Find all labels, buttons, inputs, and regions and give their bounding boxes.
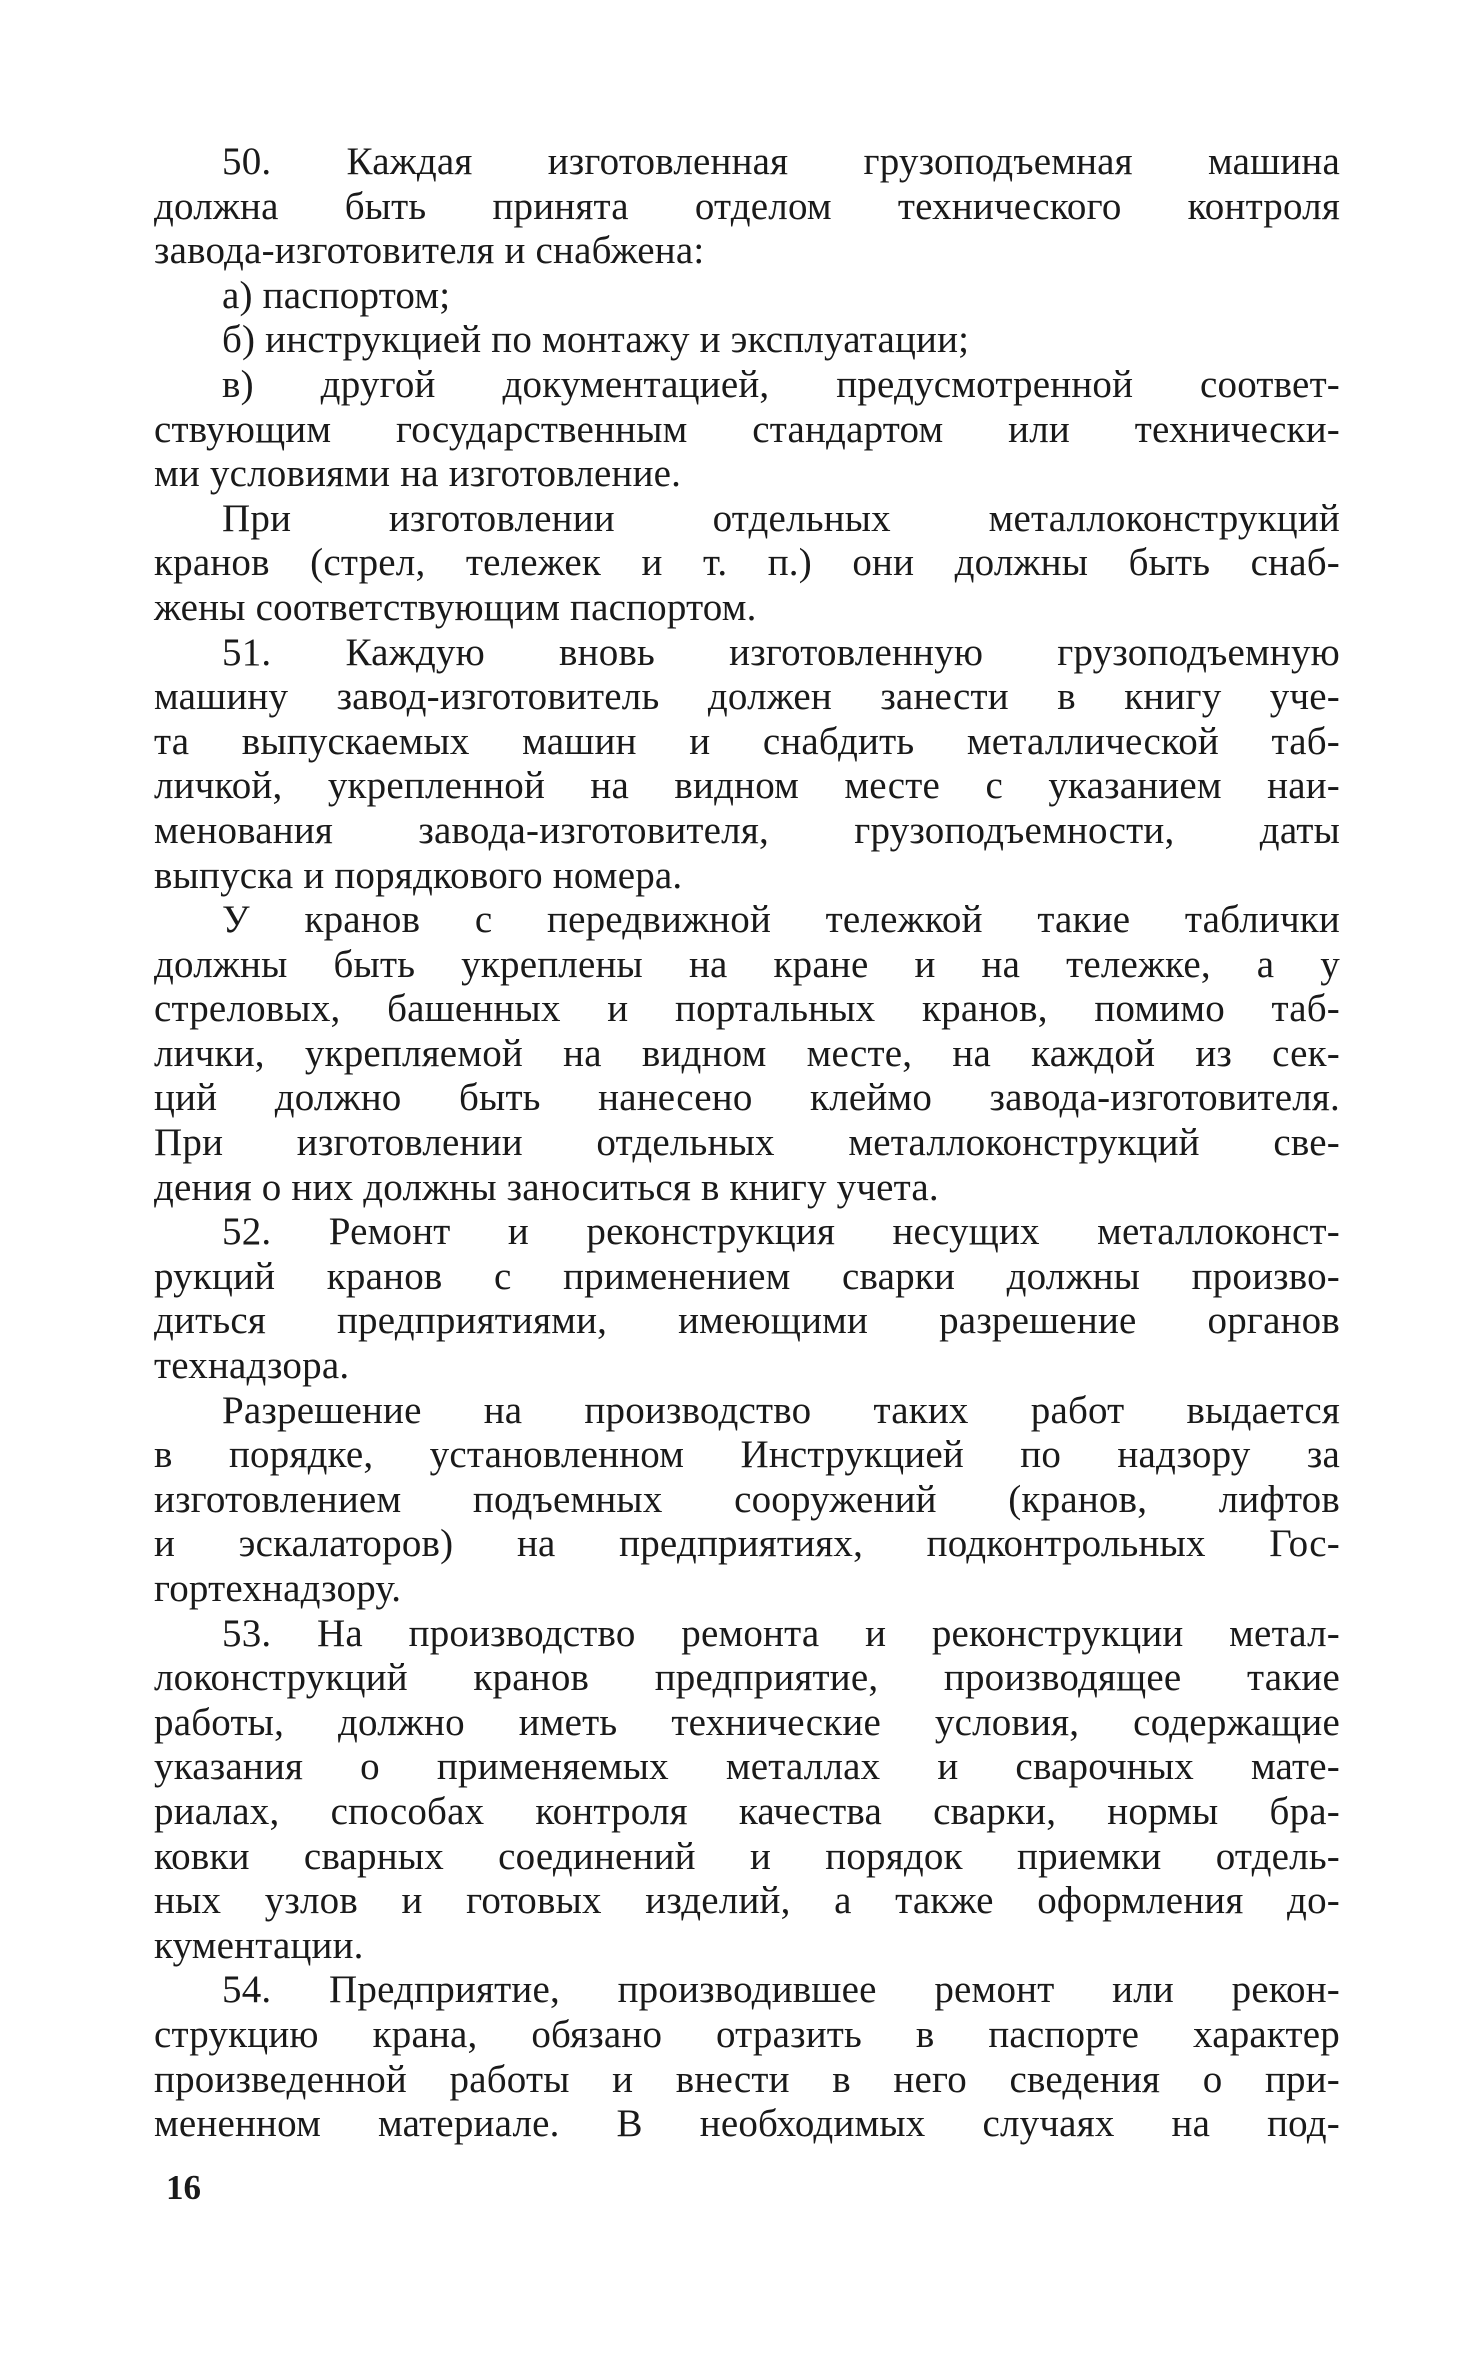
text-line: в порядке, установленном Инструкцией по надзору за bbox=[154, 1433, 1340, 1477]
text-line: в) другой документацией, предусмотренной соответ- bbox=[222, 362, 1340, 406]
text-line: ми условиями на изготовление. bbox=[154, 452, 682, 496]
text-line: мененном материале. В необходимых случаях на под- bbox=[154, 2102, 1340, 2146]
text-line: дения о них должны заноситься в книгу учета. bbox=[154, 1165, 939, 1209]
paragraph-p50d bbox=[154, 497, 1340, 631]
text-line: указания о применяемых металлах и сварочных мате- bbox=[154, 1745, 1340, 1789]
text-line: должна быть принята отделом технического контроля bbox=[154, 184, 1340, 228]
text-line: 52. Ремонт и реконструкция несущих металлоконст- bbox=[222, 1210, 1340, 1254]
text-line: 54. Предприятие, производившее ремонт или рекон- bbox=[222, 1968, 1340, 2012]
text-line: кранов (стрел, тележек и т. п.) они должны быть снаб- bbox=[154, 541, 1340, 585]
text-line: ций должно быть нанесено клеймо завода-изготовителя. bbox=[154, 1076, 1340, 1120]
text-line: ковки сварных соединений и порядок приемки отдель- bbox=[154, 1834, 1340, 1878]
paragraph-p52 bbox=[154, 1210, 1340, 1388]
paragraph-p50 bbox=[154, 140, 1340, 274]
text-line: должны быть укреплены на кране и на тележке, а у bbox=[154, 942, 1340, 986]
text-line: изготовлением подъемных сооружений (кранов, лифтов bbox=[154, 1477, 1340, 1521]
text-line: ствующим государственным стандартом или технически- bbox=[154, 407, 1340, 451]
text-line: а) паспортом; bbox=[222, 273, 451, 317]
paragraph-p53 bbox=[154, 1612, 1340, 1969]
paragraph-p51 bbox=[154, 631, 1340, 899]
text-line: б) инструкцией по монтажу и эксплуатации; bbox=[222, 318, 970, 362]
paragraph-p54 bbox=[154, 1968, 1340, 2146]
page-body bbox=[154, 140, 1340, 2147]
text-line: При изготовлении отдельных металлоконструкций све- bbox=[154, 1121, 1340, 1165]
text-line: 51. Каждую вновь изготовленную грузоподъемную bbox=[222, 630, 1340, 674]
text-line: жены соответствующим паспортом. bbox=[154, 585, 757, 629]
text-line: лички, укрепляемой на видном месте, на каждой из сек- bbox=[154, 1031, 1340, 1075]
text-line: риалах, способах контроля качества сварки, нормы бра- bbox=[154, 1789, 1340, 1833]
text-line: стреловых, башенных и портальных кранов, помимо таб- bbox=[154, 987, 1340, 1031]
paragraph-p52b bbox=[154, 1389, 1340, 1612]
paragraph-p51b bbox=[154, 898, 1340, 1210]
text-line: машину завод-изготовитель должен занести в книгу уче- bbox=[154, 675, 1340, 719]
text-line: При изготовлении отдельных металлоконструкций bbox=[222, 496, 1340, 540]
text-line: личкой, укрепленной на видном месте с указанием наи- bbox=[154, 764, 1340, 808]
text-line: кументации. bbox=[154, 1923, 364, 1967]
text-line: Разрешение на производство таких работ выдается bbox=[222, 1388, 1340, 1432]
text-line: гортехнадзору. bbox=[154, 1567, 402, 1610]
text-line: менования завода-изготовителя, грузоподъемности, даты bbox=[154, 808, 1340, 852]
text-line: 53. На производство ремонта и реконструкции метал- bbox=[222, 1611, 1340, 1655]
text-line: диться предприятиями, имеющими разрешение органов bbox=[154, 1299, 1340, 1343]
paragraph-p50b bbox=[154, 318, 1340, 363]
paragraph-p50c bbox=[154, 363, 1340, 497]
text-line: произведенной работы и внести в него сведения о при- bbox=[154, 2057, 1340, 2101]
text-line: струкцию крана, обязано отразить в паспорте характер bbox=[154, 2012, 1340, 2056]
paragraph-p50a bbox=[154, 274, 1340, 319]
text-line: рукций кранов с применением сварки должны произво- bbox=[154, 1254, 1340, 1298]
text-line: локонструкций кранов предприятие, производящее такие bbox=[154, 1656, 1340, 1700]
text-line: У кранов с передвижной тележкой такие таблички bbox=[222, 898, 1340, 942]
text-line: работы, должно иметь технические условия, содержащие bbox=[154, 1700, 1340, 1744]
text-line: та выпускаемых машин и снабдить металлической таб- bbox=[154, 719, 1340, 763]
text-line: 50. Каждая изготовленная грузоподъемная машина bbox=[222, 140, 1340, 183]
text-line: выпуска и порядкового номера. bbox=[154, 853, 683, 897]
page-number: 16 bbox=[166, 2168, 201, 2207]
text-line: технадзора. bbox=[154, 1344, 350, 1388]
text-line: завода-изготовителя и снабжена: bbox=[154, 229, 705, 273]
text-line: ных узлов и готовых изделий, а также оформления до- bbox=[154, 1879, 1340, 1923]
text-line: и эскалаторов) на предприятиях, подконтрольных Гос- bbox=[154, 1522, 1340, 1566]
